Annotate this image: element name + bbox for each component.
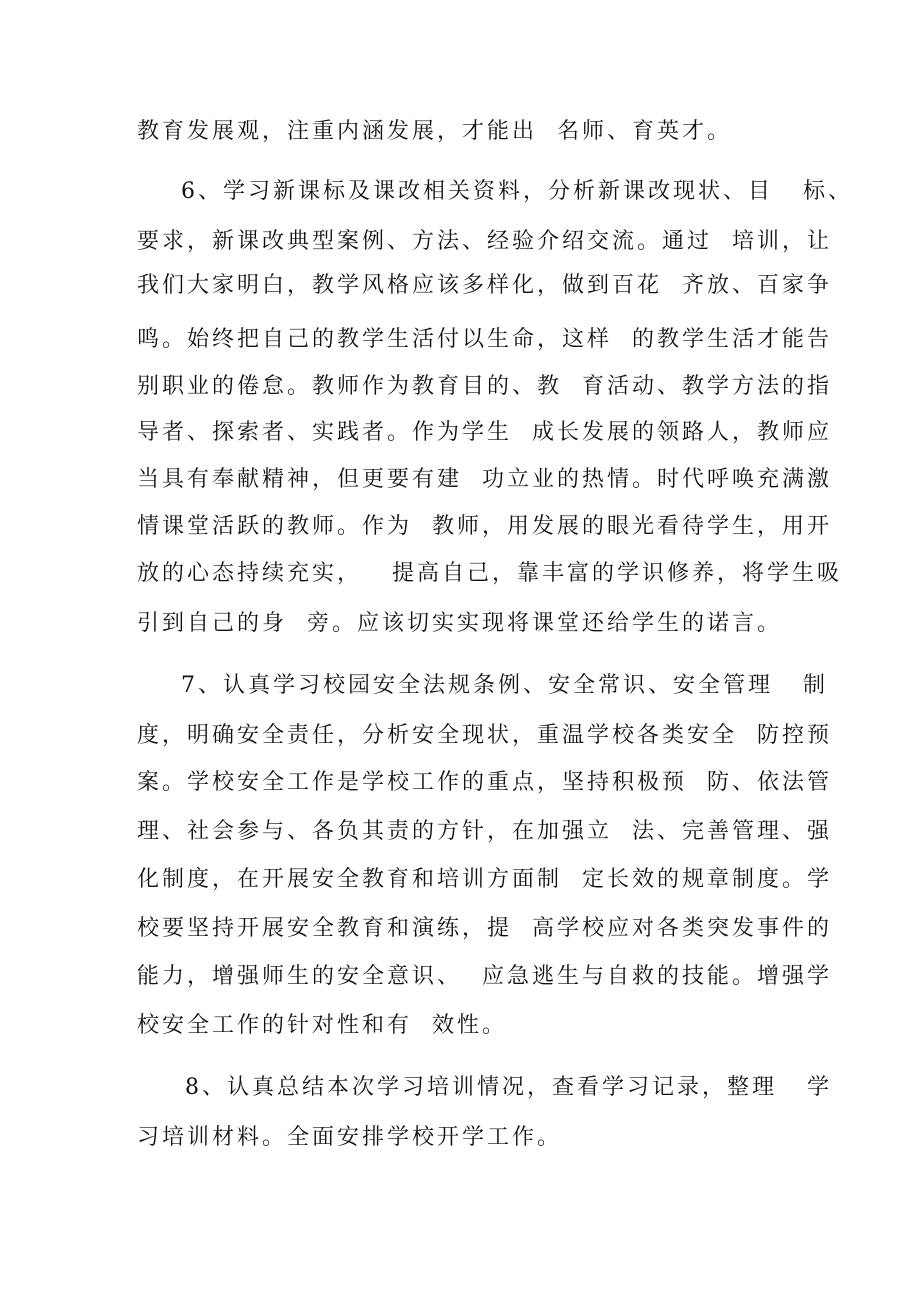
paragraph-1-line-1: 教育发展观，注重内涵发展，才能出 名师、育英才。 <box>137 119 732 144</box>
paragraph-3-line-6: 校要坚持开展安全教育和演练，提 高学校应对各类突发事件的 <box>137 916 832 941</box>
paragraph-4-line-1: 8、认真总结本次学习培训情况，查看学习记录，整理 学 <box>185 1075 832 1100</box>
paragraph-2-line-2: 要求，新课改典型案例、方法、经验介绍交流。通过 培训，让 <box>137 229 832 254</box>
paragraph-2-line-5: 别职业的倦怠。教师作为教育目的、教 育活动、教学方法的指 <box>137 374 832 399</box>
paragraph-3-line-4: 理、社会参与、各负其责的方针，在加强立 法、完善管理、强 <box>137 819 832 844</box>
paragraph-3-line-5: 化制度，在开展安全教育和培训方面制 定长效的规章制度。学 <box>137 867 832 892</box>
paragraph-2-line-3: 我们大家明白，教学风格应该多样化，做到百花 齐放、百家争 <box>137 273 832 298</box>
paragraph-2-line-8: 情课堂活跃的教师。作为 教师，用发展的眼光看待学生，用开 <box>137 514 832 539</box>
paragraph-3-line-3: 案。学校安全工作是学校工作的重点，坚持积极预 防、依法管 <box>137 770 832 795</box>
paragraph-2-line-1: 6、学习新课标及课改相关资料，分析新课改现状、目 标、 <box>181 179 853 204</box>
paragraph-4-line-2: 习培训材料。全面安排学校开学工作。 <box>137 1125 563 1150</box>
paragraph-2-line-9: 放的心态持续充实， 提高自己，靠丰富的学识修养，将学生吸 <box>137 561 842 586</box>
paragraph-3-line-8: 校安全工作的针对性和有 效性。 <box>137 1013 507 1038</box>
paragraph-2-line-7: 当具有奉献精神，但更要有建 功立业的热情。时代呼唤充满激 <box>137 467 832 492</box>
paragraph-3-line-2: 度，明确安全责任，分析安全现状，重温学校各类安全 防控预 <box>137 723 832 748</box>
paragraph-2-line-10: 引到自己的身 旁。应该切实实现将课堂还给学生的诺言。 <box>137 611 782 636</box>
paragraph-3-line-1: 7、认真学习校园安全法规条例、安全常识、安全管理 制 <box>181 673 828 698</box>
paragraph-2-line-6: 导者、探索者、实践者。作为学生 成长发展的领路人，教师应 <box>137 420 832 445</box>
paragraph-2-line-4: 鸣。始终把自己的教学生活付以生命，这样 的教学生活才能告 <box>137 327 832 352</box>
paragraph-3-line-7: 能力，增强师生的安全意识、 应急逃生与自救的技能。增强学 <box>137 964 832 989</box>
